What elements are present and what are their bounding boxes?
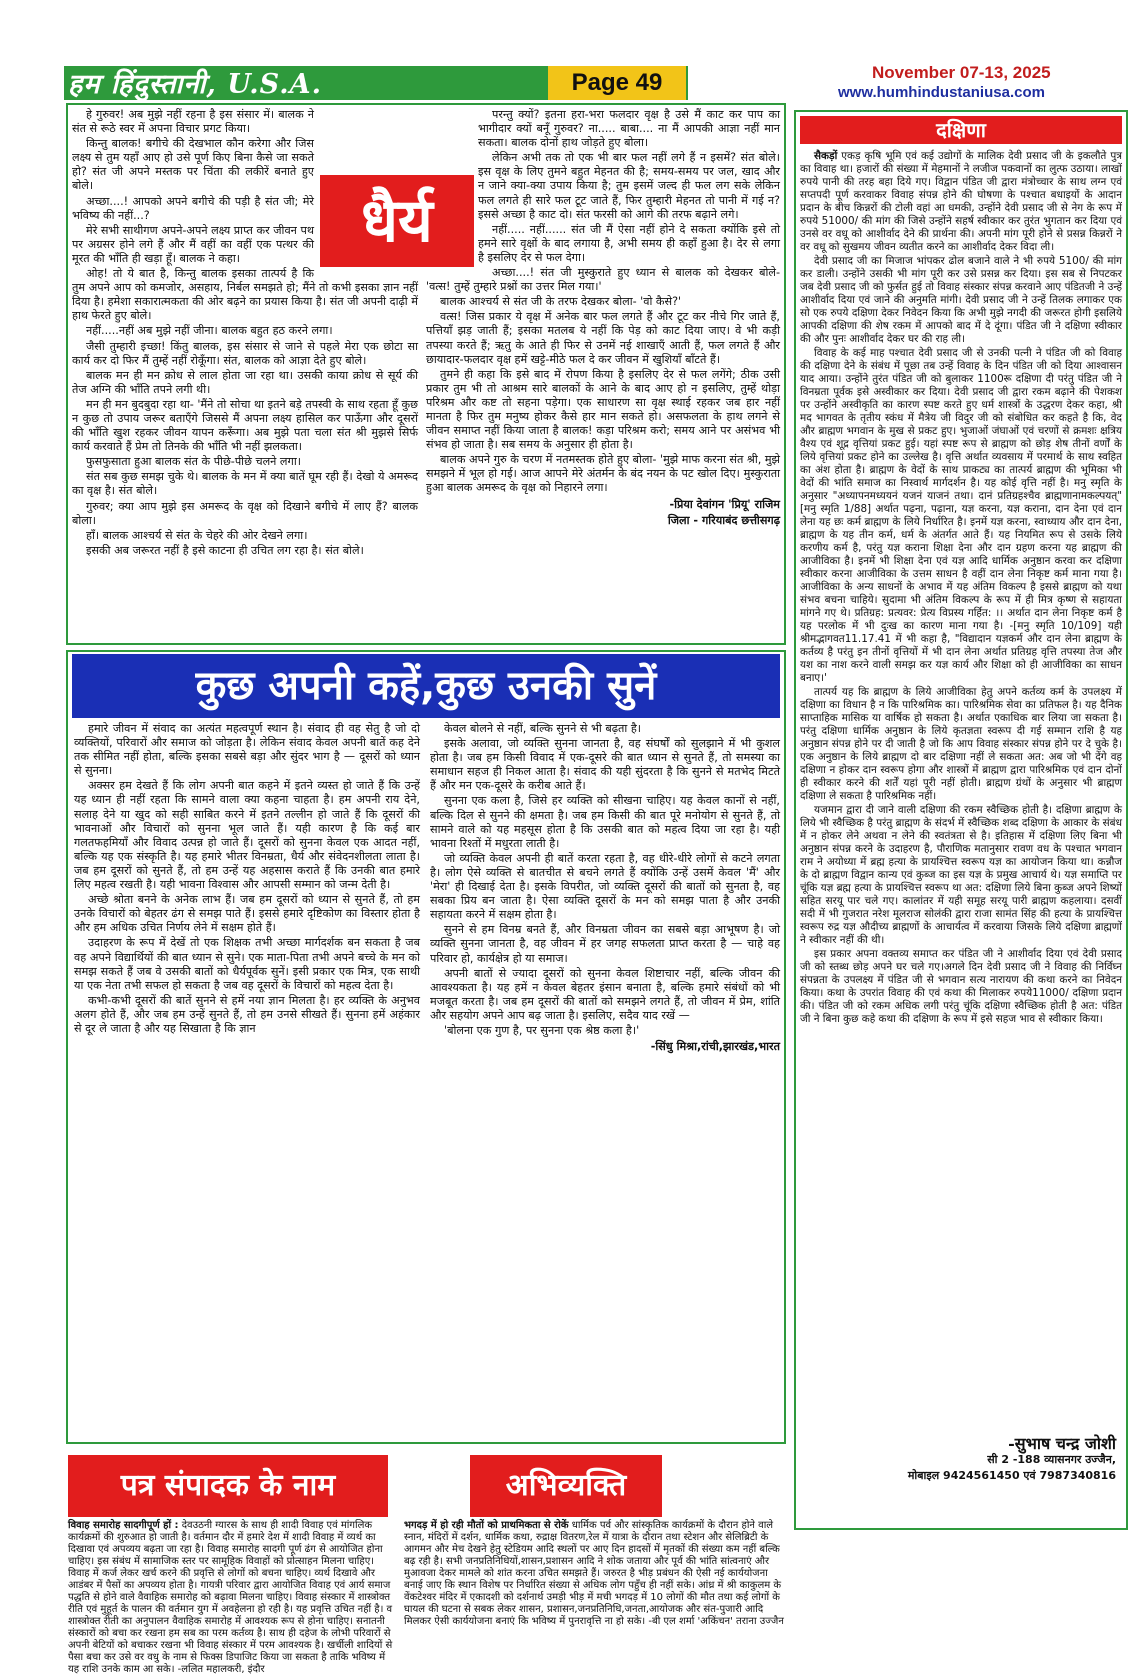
abhivyakti-author: -बी एल शर्मा 'अकिंचन' तराना उज्जैन <box>648 1616 784 1627</box>
letters-author: -ललित महालकरी, इंदौर <box>177 1664 265 1675</box>
paragraph: कभी-कभी दूसरों की बातें सुनने से हमें नया ज्ञान मिलता है। हर व्यक्ति के अनुभव अलग होते हैं, और जब हम उन्हें सुनते हैं, तो हम उनसे सीखते हैं। सुनना हमें अहंकार से दूर ले जाता है और यह सिखाता है कि ज्ञान <box>74 993 420 1035</box>
dakshina-address: सी 2 -188 व्यासनगर उज्जैन, <box>987 1453 1116 1466</box>
paragraph: देवी प्रसाद जी का मिजाज भांपकर ढोल बजाने वाले ने भी रुपये 5100/ की मांग कर डाली। उन्होंने उसकी भी मांग पूरी कर उसे प्रसन्न कर दिया। इस सब से निपटकर जब देवी प्रसाद जी को फुर्सत हुई तो विवाह संस्कार संपन्न करवाने आए पंडितजी ने उन्हें आशीर्वाद दिया एवं जाने की अनुमति मांगी। देवी प्रसाद जी ने उन्हें तिलक लगाकर एक सो एक रुपये दक्षिणा देकर निवेदन किया कि अभी मुझे नगदी की जरूरत होगी इसलिये आपकी दक्षिणा की शेष रकम में आपको बाद में दे दूंगा। पंडित जी ने दक्षिणा स्वीकार की और पुनः आशीर्वाद देकर घर की राह ली। <box>800 255 1122 345</box>
abhivyakti-body-holder <box>404 1520 784 1627</box>
dhairya-title-banner: धैर्य <box>320 175 474 267</box>
paragraph: अपनी बातों से ज्यादा दूसरों को सुनना केवल शिष्टाचार नहीं, बल्कि जीवन की आवश्यकता है। यह हमें न केवल बेहतर इंसान बनाता है, बल्कि हमारे संबंधों को भी मजबूत करता है। जब हम दूसरों की बातों को समझने लगते हैं, तो जीवन में प्रेम, शांति और सहयोग अपने आप बढ़ जाता है। इसलिए, सदैव याद रखें — <box>430 966 780 1022</box>
paragraph: हमारे जीवन में संवाद का अत्यंत महत्वपूर्ण स्थान है। संवाद ही वह सेतु है जो दो व्यक्तियों, परिवारों और समाज को जोड़ता है। लेकिन संवाद केवल अपनी बातें कह देने तक सीमित नहीं होता, बल्कि इसका सबसे बड़ा और सुंदर भाग है — दूसरों को ध्यान से सुनना। <box>74 722 420 778</box>
paragraph: इस प्रकार अपना वक्तव्य समाप्त कर पंडित जी ने आशीर्वाद दिया एवं देवी प्रसाद जी को स्तब्ध छोड़ अपने घर चले गए।अगले दिन देवी प्रसाद जी ने विवाह की निर्विघ्न संपन्नता के उपलक्ष्य में पंडित जी से भगवान सत्य नारायण की कथा करने का निवेदन किया। कथा के उपरांत विवाह की एवं कथा की मिलाकर रुपये11000/ दक्षिणा प्रदान की। पंडित जी को रकम अधिक लगी परंतु चूंकि दक्षिणा स्वैच्छिक होती है अत: पंडित जी ने बिना कुछ कहे कथा की दक्षिणा के रूप में इसे सहज भाव से स्वीकार किया। <box>800 948 1122 1025</box>
dhairya-left-column <box>72 108 418 640</box>
kuch-apni-right-column <box>430 722 780 1440</box>
paragraph: नहीं..... नहीं...... संत जी मैं ऐसा नहीं होने दे सकता क्योंकि इसे तो हमने सारे वृक्षों के बाद लगाया है, अभी समय ही कहाँ हुआ है। देर से लगा है इसलिए देर से फल देगा। <box>478 222 780 264</box>
dakshina-title-banner: दक्षिणा <box>800 116 1122 144</box>
dakshina-author: -सुभाष चन्द्र जोशी <box>1008 1434 1116 1453</box>
site-url[interactable]: www.humhindustaniusa.com <box>838 84 1045 101</box>
paragraph: किन्तु बालक! बगीचे की देखभाल कौन करेगा और जिस लक्ष्य से तुम यहाँ आए हो उसे पूर्ण किए बिना कैसे जा सकते हो? संत जी अपने मस्तक पर चिंता की लकीरें बनाते हुए बोले। <box>72 137 314 193</box>
dakshina-lead-word: सैकड़ों <box>814 150 838 162</box>
paragraph: केवल बोलने से नहीं, बल्कि सुनने से भी बढ़ता है। <box>444 722 642 735</box>
paragraph: यजमान द्वारा दी जाने वाली दक्षिणा की रकम स्वैच्छिक होती है। दक्षिणा ब्राह्मण के लिये भी स्वैच्छिक है परंतु ब्राह्मण के संदर्भ में स्वैच्छिक शब्द दक्षिणा के आकार के संबंध में न होकर लेने अथवा न लेने की स्वतंत्रता से है। इतिहास में दक्षिणा लिए बिना भी अनुष्ठान संपन्न करने के उदाहरण है, पौराणिक मतानुसार रावण वध के पश्चात भगवान राम ने अयोध्या में ब्रह्म हत्या के प्रायश्चित्त स्वरूप यज्ञ का आयोजन किया था। कन्नौज के दो ब्राह्मण विद्वान कान्य एवं कुब्ज का इस यज्ञ के प्रमुख आचार्य थे। यज्ञ समाप्ति पर चूंकि यज्ञ ब्रह्म हत्या के प्रायश्चित्त स्वरूप था अत: दक्षिणा लिये बिना कुब्ज अपने शिष्यों सहित सरयू पार चले गए। कालांतर में यही समूह सरयू पारी ब्राह्मण कहलाया। दसवीं सदी में भी गुजरात नरेश मूलराज सोलंकी द्वारा राजा सामंत सिंह की हत्या के प्रायश्चित्त स्वरूप रुद्र यज्ञ औदीच्य ब्राह्मणों के आचार्यत्व में करवाया जिसके लिये दक्षिणा ब्राह्मणों ने स्वीकार नहीं की थी। <box>800 804 1122 946</box>
dhairya-author: -प्रिया देवांगन 'प्रियू' राजिम <box>669 497 780 511</box>
paragraph: हे गुरुवर! अब मुझे नहीं रहना है इस संसार में। बालक ने संत से रूठे स्वर में अपना विचार प्रगट किया। <box>72 108 314 136</box>
paragraph: मेरे सभी साथीगण अपने-अपने लक्ष्य प्राप्त कर जीवन पथ पर अग्रसर होने लगे हैं और मैं वहीं का वहीं एक पत्थर की मूरत की भाँति ही खड़ा हूँ। बालक ने कहा। <box>72 223 314 265</box>
masthead-title: हम हिंदुस्तानी, U.S.A. <box>68 69 322 100</box>
letters-title-banner: पत्र संपादक के नाम <box>68 1455 388 1517</box>
abhivyakti-title-banner: अभिव्यक्ति <box>470 1455 662 1517</box>
paragraph: गुरुवर; क्या आप मुझे इस अमरूद के वृक्ष को दिखाने बगीचे में लाए हैं? बालक बोला। <box>72 499 418 527</box>
paragraph: फुसफुसाता हुआ बालक संत के पीछे-पीछे चलने लगा। <box>86 455 301 469</box>
paragraph: तात्पर्य यह कि ब्राह्मण के लिये आजीविका हेतु अपने कर्तव्य कर्म के उपलक्ष्य में दक्षिणा का विधान है न कि पारिश्रमिक का। पारिश्रमिक सेवा का प्रतिफल है। यह दैनिक साप्ताहिक मासिक या वार्षिक हो सकता है। अर्थात एकाधिक बार लिया जा सकता है। परंतु दक्षिणा धार्मिक अनुष्ठान के लिये कृतज्ञता स्वरूप दी गई सम्मान राशि है यह अनुष्ठान संपन्न होने पर दी जाती है जो कि आप विवाह संस्कार संपन्न होने पर दे चुके है। एक अनुष्ठान के लिये ब्राह्मण दो बार दक्षिणा नहीं ले सकता अत: अब जो भी देंगे वह दक्षिणा न होकर दान स्वरूप होगा और शास्त्रों में ब्राह्मण द्वारा पारिश्रमिक एवं दान दोनों ही स्वीकार करने की शर्तें यहां पूरी नहीं होती। ब्राह्मण ग्रंथों के अनुसार भी ब्राह्मण दक्षिणा ले सकता है पारिश्रमिक नहीं। <box>800 686 1122 802</box>
kuch-apni-title-banner: कुछ अपनी कहें,कुछ उनकी सुनें <box>72 654 780 718</box>
paragraph: परन्तु क्यों? इतना हरा-भरा फलदार वृक्ष है उसे मैं काट कर पाप का भागीदार क्यों बनूँ गुरुवर? ना..... बाबा.... ना मैं आपकी आज्ञा नहीं मान सकता। बालक दोनों हाथ जोड़ते हुए बोला। <box>478 108 780 150</box>
paragraph: उदाहरण के रूप में देखें तो एक शिक्षक तभी अच्छा मार्गदर्शक बन सकता है जब वह अपने विद्यार्थियों की बात ध्यान से सुने। एक माता-पिता तभी अपने बच्चे के मन को समझ सकते हैं जब वे उसकी बातों को धैर्यपूर्वक सुनें। इसी प्रकार एक मित्र, एक साथी या एक नेता तभी सफल हो सकता है जब वह दूसरों के विचारों को महत्व देता है। <box>74 936 420 992</box>
issue-date: November 07-13, 2025 <box>872 63 1051 82</box>
letters-lead: विवाह समारोह सादगीपूर्ण हों : <box>68 1520 179 1531</box>
paragraph: बालक अपने गुरु के चरण में नतमस्तक होते हुए बोला- 'मुझे माफ करना संत श्री, मुझे समझने में भूल हो गई। आज आपने मेरे अंतर्मन के बंद नयन के पट खोल दिए। मुस्कुराता हुआ बालक अमरूद के वृक्ष को निहारने लगा। <box>426 453 780 495</box>
abhivyakti-body: धार्मिक पर्व और सांस्कृतिक कार्यक्रमों के दौरान होने वाले स्नान, मंदिरों में दर्शन, धार्मिक कथा, रुद्राक्ष वितरण,रेल में यात्रा के दौरान तथा स्टेशन और सेलिब्रिटी के आगमन और मेच देखने हेतु स्टेडियम आदि स्थलों पर आए दिन हादसों में मृतकों की संख्या कम नहीं बल्कि बढ़ रही है। सभी जनप्रतिनिधियों,शासन,प्रशासन आदि ने शोक जताया और पूर्व की भांति सांत्वनाएं और मुआवजा देकर मामले को शांत करना उचित समझते हैं। जरुरत है भीड़ प्रबंधन की ऐसी नई कार्ययोजना बनाई जाए कि स्थान विशेष पर निर्धारित संख्या से अधिक लोग पहुँच ही नहीं सके। आंध्र में श्री काकुलम के वेंकटेश्वर मंदिर में एकादशी को दर्शनार्थ उमड़ी भीड़ में मची भगदड़ में 10 लोगों की मौत तथा कई लोगों के घायल की घटना से सबक लेकर शासन, प्रशासन,जनप्रतिनिधि,जनता,आयोजक और संत-पुजारी आदि मिलकर ऐसी कार्ययोजना बनाएं कि भविष्य में पुनरावृत्ति ना हो सके। <box>404 1520 782 1627</box>
paragraph <box>800 150 1122 254</box>
letters-body: देवउठनी ग्यारस के साथ ही शादी विवाह एवं मांगलिक कार्यक्रमों की शुरुआत हो जाती है। वर्तमान दौर में हमारे देश में शादी विवाह में व्यर्थ का दिखावा एवं अपव्यय बढ़ता जा रहा है। विवाह समारोह सादगी पूर्ण ढंग से आयोजित होना चाहिए। इस संबंध में सामाजिक स्तर पर सामूहिक विवाहों को प्रोत्साहन मिलना चाहिए। विवाह में कर्ज लेकर खर्च करने की प्रवृत्ति से लोगों को बचना चाहिए। व्यर्थ दिखावे और आडंबर में पैसों का अपव्यय होता है। गायत्री परिवार द्वारा आयोजित विवाह एवं आर्य समाज पद्धति से होने वाले वैवाहिक समारोह को बढ़ावा मिलना चाहिए। विवाह संस्कार में शास्त्रोक्त रीति एवं मुहूर्त के पालन की वर्तमान युग में अवहेलना हो रही है। यह प्रवृत्ति उचित नहीं है। व शास्त्रोक्त रीती का अनुपालन वैवाहिक समारोह में आवश्यक रूप से होना चाहिए। सनातनी संस्कारों को बचा कर रखना हम सब का परम कर्तव्य है। साथ ही दहेज के लोभी परिवारों से अपनी बेटियों को बचाकर रखना भी विवाह संस्कार में परम आवश्यक है। खर्चीली शादियों से पैसा बचा कर उसे वर वधु के नाम से फिक्स डिपाजिट किया जा सकता है ताकि भविष्य में यह राशि उनके काम आ सके। <box>68 1520 393 1675</box>
paragraph: लेकिन अभी तक तो एक भी बार फल नहीं लगे हैं न इसमें? संत बोले। इस वृक्ष के लिए तुमने बहुत मेहनत की है; समय-समय पर जल, खाद और न जाने क्या-क्या उपाय किया है; तुम इसमें जल्द ही फल लग सके लेकिन फल लगते ही सारे फल टूट जाते हैं, फिर तुम्हारी मेहनत तो पानी में गई न? इससे अच्छा है काट दो। संत फरसी को आगे की तरफ बढ़ाने लगे। <box>478 151 780 221</box>
paragraph: ओह! तो ये बात है, किन्तु बालक इसका तात्पर्य है कि तुम अपने आप को कमजोर, असहाय, निर्बल समझते हो; मैंने तो कभी इसका ज्ञान नहीं दिया है। हमेशा सकारात्मकता की ओर बढ़ने का प्रयास किया है। संत जी अपनी दाढ़ी में हाथ फेरते हुए बोले। <box>72 267 418 323</box>
dhairya-author-place: जिला - गरियाबंद छत्तीसगढ़ <box>667 513 780 527</box>
paragraph: वत्स! जिस प्रकार ये वृक्ष में अनेक बार फल लगते हैं और टूट कर नीचे गिर जाते हैं, पत्तियाँ झड़ जाती हैं; इसका मतलब ये नहीं कि पेड़ को काट दिया जाए। वे भी कड़ी तपस्या करते हैं; ऋतु के आते ही फिर से उनमें नई शाखाएँ आती हैं, फल लगते हैं और छायादार-फलदार वृक्ष हमें खट्टे-मीठे फल दे कर जीवन में खुशियाँ बाँटते हैं। <box>426 310 780 366</box>
paragraph: इसकी अब जरूरत नहीं है इसे काटना ही उचित लग रहा है। संत बोले। <box>86 543 364 557</box>
paragraph: तुमने ही कहा कि इसे बाद में रोपण किया है इसलिए देर से फल लगेंगे; ठीक उसी प्रकार तुम भी तो आश्रम सारे बालकों के आने के बाद आए हो न इसलिए, तुम्हें थोड़ा परिश्रम और कष्ट तो सहना पड़ेगा। एक साधारण सा वृक्ष स्थाई रहकर जब हार नहीं मानता है फिर तुम मनुष्य होकर कैसे हार मान सकते हो। असफलता के हाथ लगने से जीवन समाप्त नहीं किया जाता है बालक! कड़ा परिश्रम करो; समय आने पर असंभव भी संभव हो जाता है। सब समय के अनुसार ही होता है। <box>426 367 780 452</box>
paragraph: विवाह के कई माह पश्चात देवी प्रसाद जी से उनकी पत्नी ने पंडित जी को विवाह की दक्षिणा देने के संबंध में पूछा तब उन्हें विवाह के दिन पंडित जी को दिया आश्वासन याद आया। उन्होंने तुरंत पंडित जी को बुलाकर 1100रू दक्षिणा दी परंतु पंडित जी ने विनम्रता पूर्वक इसे अस्वीकार कर दिया। देवी प्रसाद जी द्वारा रकम बढ़ाने की पेशकश पर उन्होंने अस्वीकृति का कारण स्पष्ट करते हुए धर्म शास्त्रों के उद्धरण देकर कहा, श्री मद भागवत के तृतीय स्कंध में मैत्रेय जी विदुर जी को संबोधित कर कहते है कि, वेद और ब्राह्मण भगवान के मुख से प्रकट हुए। भुजाओं जंघाओं एवं चरणों से क्रमशः क्षत्रिय वैश्य एवं शूद्र वृत्तियां प्रकट हुई। यहां स्पष्ट रूप से ब्राह्मण को छोड़ शेष तीनों वर्णों के लिये वृत्तियां प्रकट होने का उल्लेख है। वृत्ति अर्थात व्यवसाय में परमार्थ के साथ स्वहित का अंश होता है। ब्राह्मण के वेदों के साथ प्राकट्य का तात्पर्य ब्राह्मण की भूमिका भी वेदों की भांति समाज का निस्वार्थ मार्गदर्शन है। यह कोई वृत्ति नहीं है। मनु स्मृति के अनुसार "अध्यापनमध्ययनं यजनं याजनं तथा। दानं प्रतिग्रहश्चैव ब्राह्मणानामकल्पयत्" [मनु स्मृति 1/88] अर्थात पढ़ना, पढ़ाना, यज्ञ करना, यज्ञ कराना, दान देना एवं दान लेना यह छः कर्म ब्राह्मण के लिये निर्धारित है। इनमें यज्ञ करना, स्वाध्याय और दान देना, ब्राह्मण के यह तीन कर्म, धर्म के अंतर्गत आते हैं। यह नियमित रूप से उसके लिये करणीय कर्म है, परंतु यज्ञ कराना शिक्षा देना और दान ग्रहण करना यह ब्राह्मण की आजीविका है। इनमें भी शिक्षा देना एवं यज्ञ आदि धार्मिक अनुष्ठान करवा कर दक्षिणा स्वीकार करना आजीविका के उत्तम साधन है वहीं दान लेना निकृष्ट कर्म माना गया है। आजीविका के अन्य साधनों के अभाव में यह अंतिम विकल्प है इससे ब्राह्मण को यथा संभव बचना चाहिये। सुदामा भी अंतिम विकल्प के रूप में ही मित्र कृष्ण से सहायता मांगने गए थे। प्रतिग्रह: प्रत्यवर: प्रेत्य विप्रस्य गर्हित: ।। अर्थात दान लेना निकृष्ट कर्म है यह परलोक में भी दुःख का कारण माना गया है। -[मनु स्मृति 10/109] यही श्रीमद्भागवत11.17.41 में भी कहा है, "विद्यादान यज्ञकर्म और दान लेना ब्राह्मण के कर्तव्य है परंतु इन तीनों वृत्तियों में भी दान लेना अर्थात प्रतिग्रह वृत्ति तपस्या तेज और यश का नाश करने वाली समझ कर यज्ञ कार्य और शिक्षा को ही आजीविका का साधन बनाए।' <box>800 347 1122 684</box>
paragraph: अच्छा....! आपको अपने बगीचे की पड़ी है संत जी; मेरे भविष्य की नहीं...? <box>72 194 314 222</box>
dakshina-phone: मोबाइल 9424561450 एवं 7987340816 <box>907 1469 1116 1482</box>
paragraph: जैसी तुम्हारी इच्छा! किंतु बालक, इस संसार से जाने से पहले मेरा एक छोटा सा कार्य कर दो फिर मैं तुम्हें नहीं रोकूँगा। संत, बालक को आज्ञा देते हुए बोले। <box>72 339 418 367</box>
paragraph: जो व्यक्ति केवल अपनी ही बातें करता रहता है, वह धीरे-धीरे लोगों से कटने लगता है। लोग ऐसे व्यक्ति से बातचीत से बचने लगते हैं क्योंकि उन्हें उसमें केवल 'मैं' और 'मेरा' ही दिखाई देता है। इसके विपरीत, जो व्यक्ति दूसरों की बातों को सुनता है, वह सबका प्रिय बन जाता है। ऐसा व्यक्ति दूसरों के मन को समझ पाता है और उनकी सहायता करने में सक्षम होता है। <box>430 851 780 922</box>
paragraph: मन ही मन बुदबुदा रहा था- 'मैंने तो सोचा था इतने बड़े तपस्वी के साथ रहता हूँ कुछ न कुछ तो उपाय जरूर बताएँगे जिससे मैं अपना लक्ष्य हासिल कर पाऊँगा और दूसरों की भाँति खुश रहकर जीवन यापन करूँगा। अब मुझे पता चला संत श्री मुझसे सिर्फ कार्य करवाते हैं प्रेम तो तिनके की भाँति भी नहीं झलकता। <box>72 397 418 454</box>
letters-body-holder <box>68 1520 398 1675</box>
paragraph: अच्छे श्रोता बनने के अनेक लाभ हैं। जब हम दूसरों को ध्यान से सुनते हैं, तो हम उनके विचारों को बेहतर ढंग से समझ पाते हैं। इससे हमारे दृष्टिकोण का विस्तार होता है और हम अधिक उचित निर्णय लेने में सक्षम होते हैं। <box>74 893 420 935</box>
paragraph: अक्सर हम देखते हैं कि लोग अपनी बात कहने में इतने व्यस्त हो जाते हैं कि उन्हें यह ध्यान ही नहीं रहता कि सामने वाला क्या कहना चाहता है। हम अपनी राय देने, सलाह देने या खुद को सही साबित करने में इतने तल्लीन हो जाते हैं कि दूसरों की भावनाओं और विचारों को सुनना भूल जाते हैं। यही कारण है कि कई बार गलतफहमियाँ और विवाद उत्पन्न हो जाते हैं। दूसरों को सुनना केवल एक आदत नहीं, बल्कि यह एक संस्कृति है। यह हमारे भीतर विनम्रता, धैर्य और संवेदनशीलता लाता है। जब हम दूसरों को सुनते हैं, तो हम उन्हें यह अहसास कराते हैं कि उनकी बात हमारे लिए महत्व रखती है। यही भावना विश्वास और आपसी सम्मान को जन्म देती है। <box>74 779 420 892</box>
paragraph: 'बोलना एक गुण है, पर सुनना एक श्रेष्ठ कला है।' <box>444 1023 640 1037</box>
page-header <box>0 0 1135 100</box>
paragraph: नहीं.....नहीं अब मुझे नहीं जीना। बालक बहुत हठ करने लगा। <box>86 324 333 338</box>
paragraph: इसके अलावा, जो व्यक्ति सुनना जानता है, वह संघर्षों को सुलझाने में भी कुशल होता है। जब हम किसी विवाद में एक-दूसरे की बात ध्यान से सुनते हैं, तो समस्या का समाधान सहज ही निकल आता है। संवाद की यही सुंदरता है कि सुनने से मतभेद मिटते हैं और मन एक-दूसरे के करीब आते हैं। <box>430 737 780 793</box>
dakshina-column <box>800 150 1122 1430</box>
page-number: Page 49 <box>548 66 686 100</box>
kuch-apni-left-column <box>74 722 420 1440</box>
dhairya-right-column <box>426 108 780 640</box>
kuch-apni-author: -सिंधु मिश्रा,रांची,झारखंड,भारत <box>650 1040 780 1054</box>
dakshina-author-block <box>852 1436 1116 1484</box>
paragraph: सुनने से हम विनम्र बनते हैं, और विनम्रता जीवन का सबसे बड़ा आभूषण है। जो व्यक्ति सुनना जानता है, वह जीवन में हर जगह सफलता प्राप्त करता है — चाहे वह परिवार हो, कार्यक्षेत्र हो या समाज। <box>430 923 780 965</box>
paragraph: बालक मन ही मन क्रोध से लाल होता जा रहा था। उसकी काया क्रोध से सूर्य की तेज अग्नि की भाँति तपने लगी थी। <box>72 368 418 396</box>
paragraph: अच्छा....! संत जी मुस्कुराते हुए ध्यान से बालक को देखकर बोले- 'वत्स! तुम्हें तुम्हारे प्रश्नों का उत्तर मिल गया।' <box>426 266 780 294</box>
paragraph: सुनना एक कला है, जिसे हर व्यक्ति को सीखना चाहिए। यह केवल कानों से नहीं, बल्कि दिल से सुनने की क्षमता है। जब हम किसी की बात पूरे मनोयोग से सुनते हैं, तो सामने वाले को यह महसूस होता है कि उसकी बात को महत्व दिया जा रहा है। यही भावना रिश्तों में मधुरता लाती है। <box>430 794 780 850</box>
paragraph: संत सब कुछ समझ चुके थे। बालक के मन में क्या बातें घूम रही हैं। देखो ये अमरूद का वृक्ष है। संत बोले। <box>72 470 418 498</box>
paragraph: हाँ। बालक आश्चर्य से संत के चेहरे की ओर देखने लगा। <box>86 528 308 542</box>
paragraph: बालक आश्चर्य से संत जी के तरफ देखकर बोला- 'वो कैसे?' <box>440 295 682 309</box>
abhivyakti-subtitle: भगदड़ में हो रही मौतों को प्राथमिकता से रोकें <box>404 1520 569 1531</box>
dakshina-intro: एकड़ कृषि भूमि एवं कई उद्योगों के मालिक देवी प्रसाद जी के इकलौते पुत्र का विवाह था। हजारों की संख्या में मेहमानों ने लजीज पकवानों का लुत्फ उठाया। लाखों रुपये पानी की तरह बहा दिये गए। विद्वान पंडित जी द्वारा मंत्रोच्चार के साथ लग्न एवं सप्तपदी पूर्ण करवाकर विवाह संपन्न होने की घोषणा के पश्चात बधाइयों के आदान प्रदान के बीच किन्नरों की टोली वहां आ धमकी, उन्होंने देवी प्रसाद जी से नेग के रूप में रुपये 51000/ की मांग की जिसे उन्होंने सहर्ष स्वीकार कर तुरंत भुगतान कर दिया एवं उनसे वर वधू को आशीर्वाद देने की प्रार्थना की। अपनी मांग पूरी होने से प्रसन्न किन्नरों ने वर वधू को सुखमय जीवन व्यतीत करने का आशीर्वाद देकर विदा ली। <box>800 150 1122 253</box>
